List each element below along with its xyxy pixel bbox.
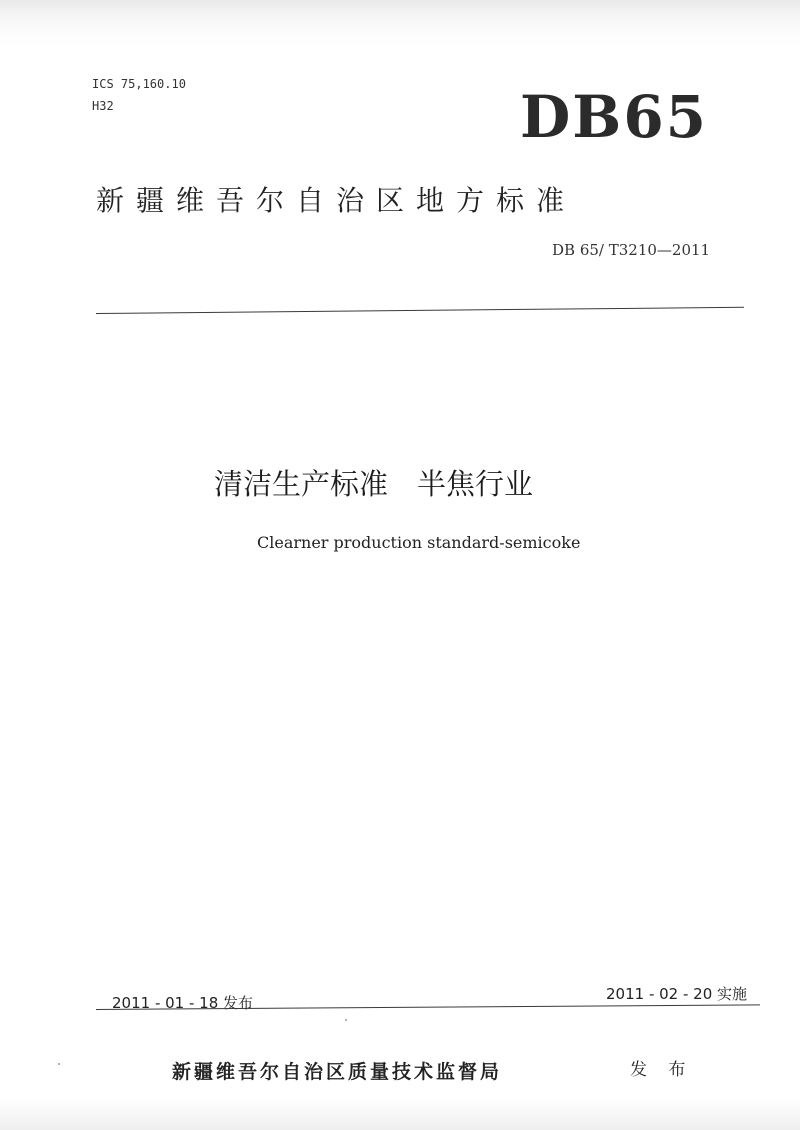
issue-label: 发 布 bbox=[630, 1060, 694, 1080]
scan-shadow-top bbox=[0, 0, 800, 46]
top-divider bbox=[96, 307, 744, 314]
standard-code-logo: DB65 bbox=[520, 83, 709, 151]
scan-speck bbox=[345, 1019, 347, 1021]
classification-code: H32 bbox=[92, 99, 114, 113]
scan-speck bbox=[58, 1063, 60, 1065]
standard-type-heading: 新疆维吾尔自治区地方标准 bbox=[96, 184, 577, 217]
ics-code: ICS 75,160.10 bbox=[92, 77, 186, 91]
document-title-chinese: 清洁生产标准 半焦行业 bbox=[214, 467, 534, 501]
issuing-authority: 新疆维吾尔自治区质量技术监督局 bbox=[172, 1061, 503, 1083]
standard-number: DB 65/ T3210—2011 bbox=[552, 241, 711, 259]
scan-shadow-bottom bbox=[0, 1098, 800, 1130]
issue-date: 2011 - 01 - 18 发布 bbox=[112, 994, 254, 1012]
implementation-date: 2011 - 02 - 20 实施 bbox=[606, 985, 748, 1003]
document-title-english: Clearner production standard-semicoke bbox=[257, 533, 581, 552]
